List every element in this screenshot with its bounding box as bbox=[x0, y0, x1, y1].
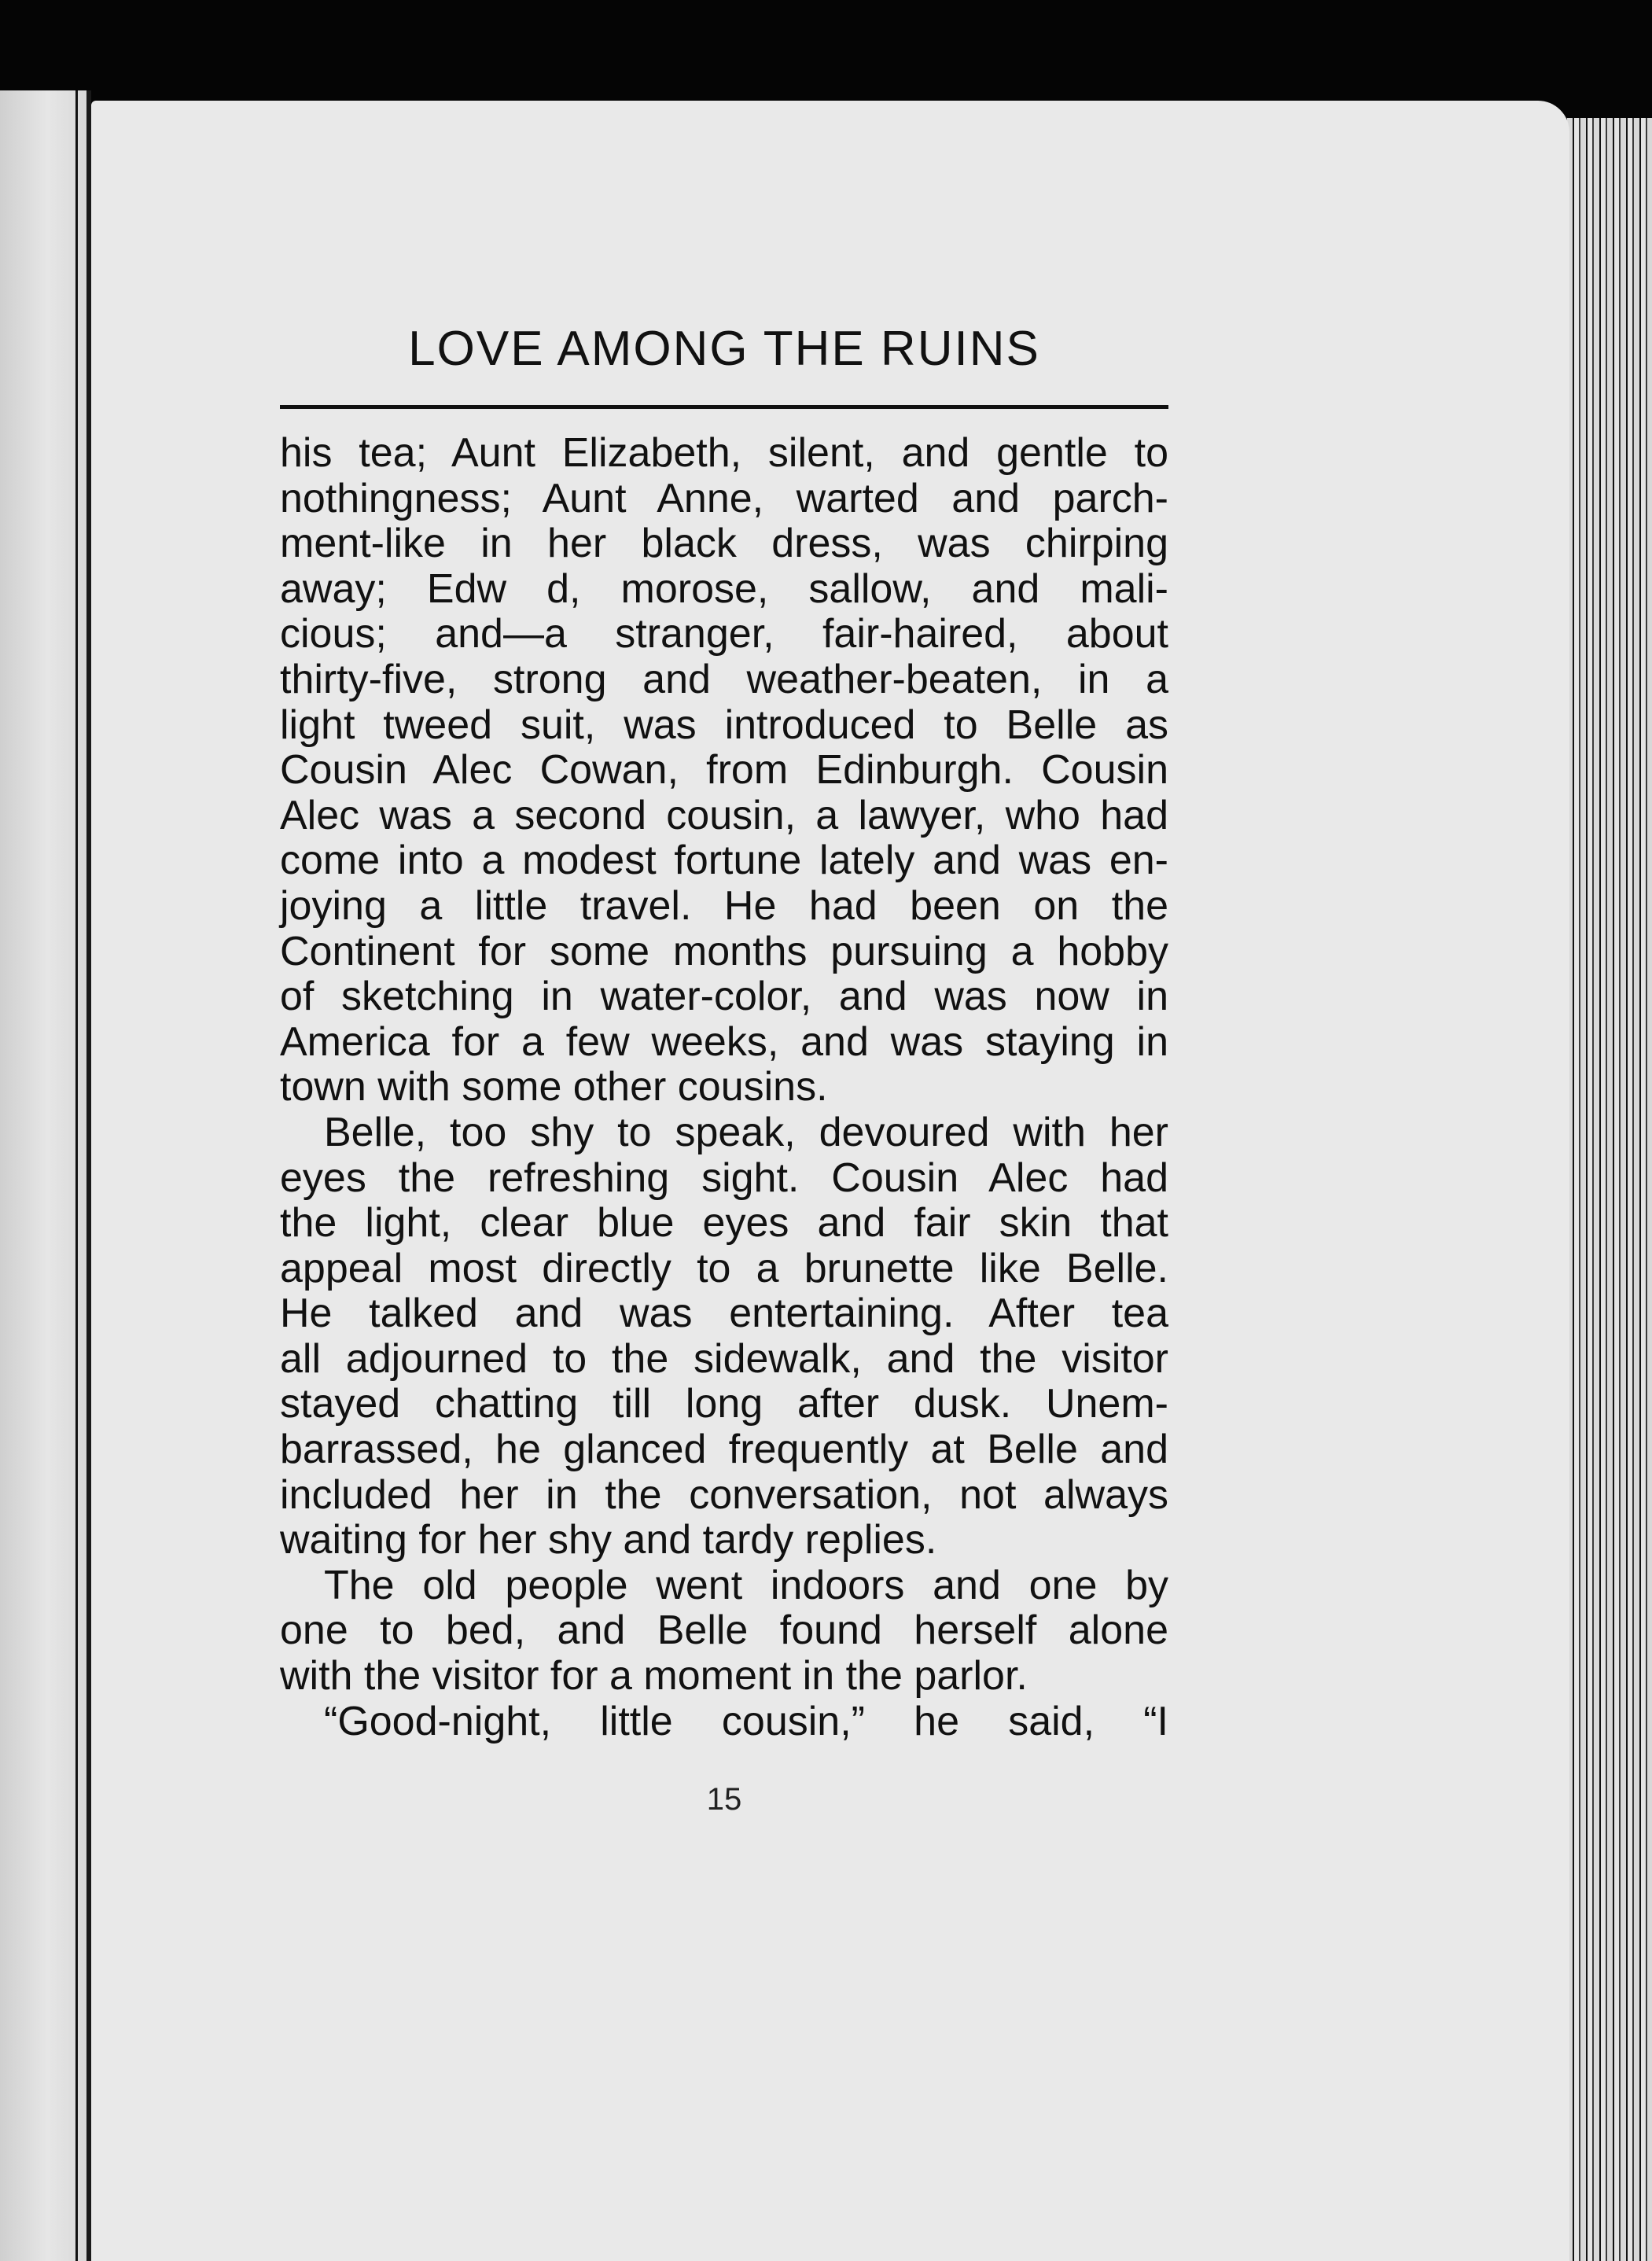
text-line: appeal most directly to a brunette like Belle. bbox=[280, 1245, 1168, 1291]
paragraph-start-line: The old people went indoors and one by bbox=[324, 1562, 1168, 1608]
body-text bbox=[280, 431, 1168, 1744]
text-line: thirty-five, strong and weather-beaten, in a bbox=[280, 656, 1168, 702]
text-line: Continent for some months pursuing a hobby bbox=[280, 928, 1168, 974]
running-head: LOVE AMONG THE RUINS bbox=[408, 322, 1040, 376]
text-line: Alec was a second cousin, a lawyer, who had bbox=[280, 792, 1168, 838]
text-line: eyes the refreshing sight. Cousin Alec had bbox=[280, 1154, 1168, 1201]
facing-page-edge bbox=[0, 90, 86, 2261]
text-line: come into a modest fortune lately and was en- bbox=[280, 838, 1168, 884]
text-line: of sketching in water-color, and was now in bbox=[280, 974, 1168, 1020]
text-line: America for a few weeks, and was staying in bbox=[280, 1018, 1168, 1065]
text-line: ment-like in her black dress, was chirping bbox=[280, 521, 1168, 567]
text-line: included her in the conversation, not always bbox=[280, 1471, 1168, 1518]
running-head-rule bbox=[280, 405, 1168, 409]
text-line: He talked and was entertaining. After tea bbox=[280, 1291, 1168, 1337]
paragraph-end-line: waiting for her shy and tardy replies. bbox=[280, 1517, 937, 1563]
text-line: nothingness; Aunt Anne, warted and parch- bbox=[280, 475, 1168, 521]
text-line: joying a little travel. He had been on the bbox=[280, 882, 1168, 929]
paragraph-start-line: Belle, too shy to speak, devoured with her bbox=[324, 1109, 1168, 1155]
paragraph-end-line: with the visitor for a moment in the parlor. bbox=[280, 1653, 1028, 1699]
text-line: light tweed suit, was introduced to Belle as bbox=[280, 701, 1168, 748]
text-line: one to bed, and Belle found herself alone bbox=[280, 1607, 1168, 1654]
text-line: his tea; Aunt Elizabeth, silent, and gentle to bbox=[280, 430, 1168, 476]
facing-page-rule bbox=[75, 90, 78, 2261]
text-line: Cousin Alec Cowan, from Edinburgh. Cousin bbox=[280, 747, 1168, 794]
text-line: cious; and—a stranger, fair-haired, about bbox=[280, 611, 1168, 657]
text-line: away; Edw d, morose, sallow, and mali- bbox=[280, 565, 1168, 612]
dialogue-line: “Good-night, little cousin,” he said, “I bbox=[324, 1698, 1168, 1744]
text-line: all adjourned to the sidewalk, and the visitor bbox=[280, 1335, 1168, 1382]
page-stack-edges bbox=[1561, 118, 1652, 2261]
page-number: 15 bbox=[706, 1782, 742, 1817]
text-line: the light, clear blue eyes and fair skin that bbox=[280, 1200, 1168, 1246]
text-line: stayed chatting till long after dusk. Unem- bbox=[280, 1381, 1168, 1427]
paragraph-end-line: town with some other cousins. bbox=[280, 1064, 828, 1110]
text-line: barrassed, he glanced frequently at Belle and bbox=[280, 1427, 1168, 1473]
